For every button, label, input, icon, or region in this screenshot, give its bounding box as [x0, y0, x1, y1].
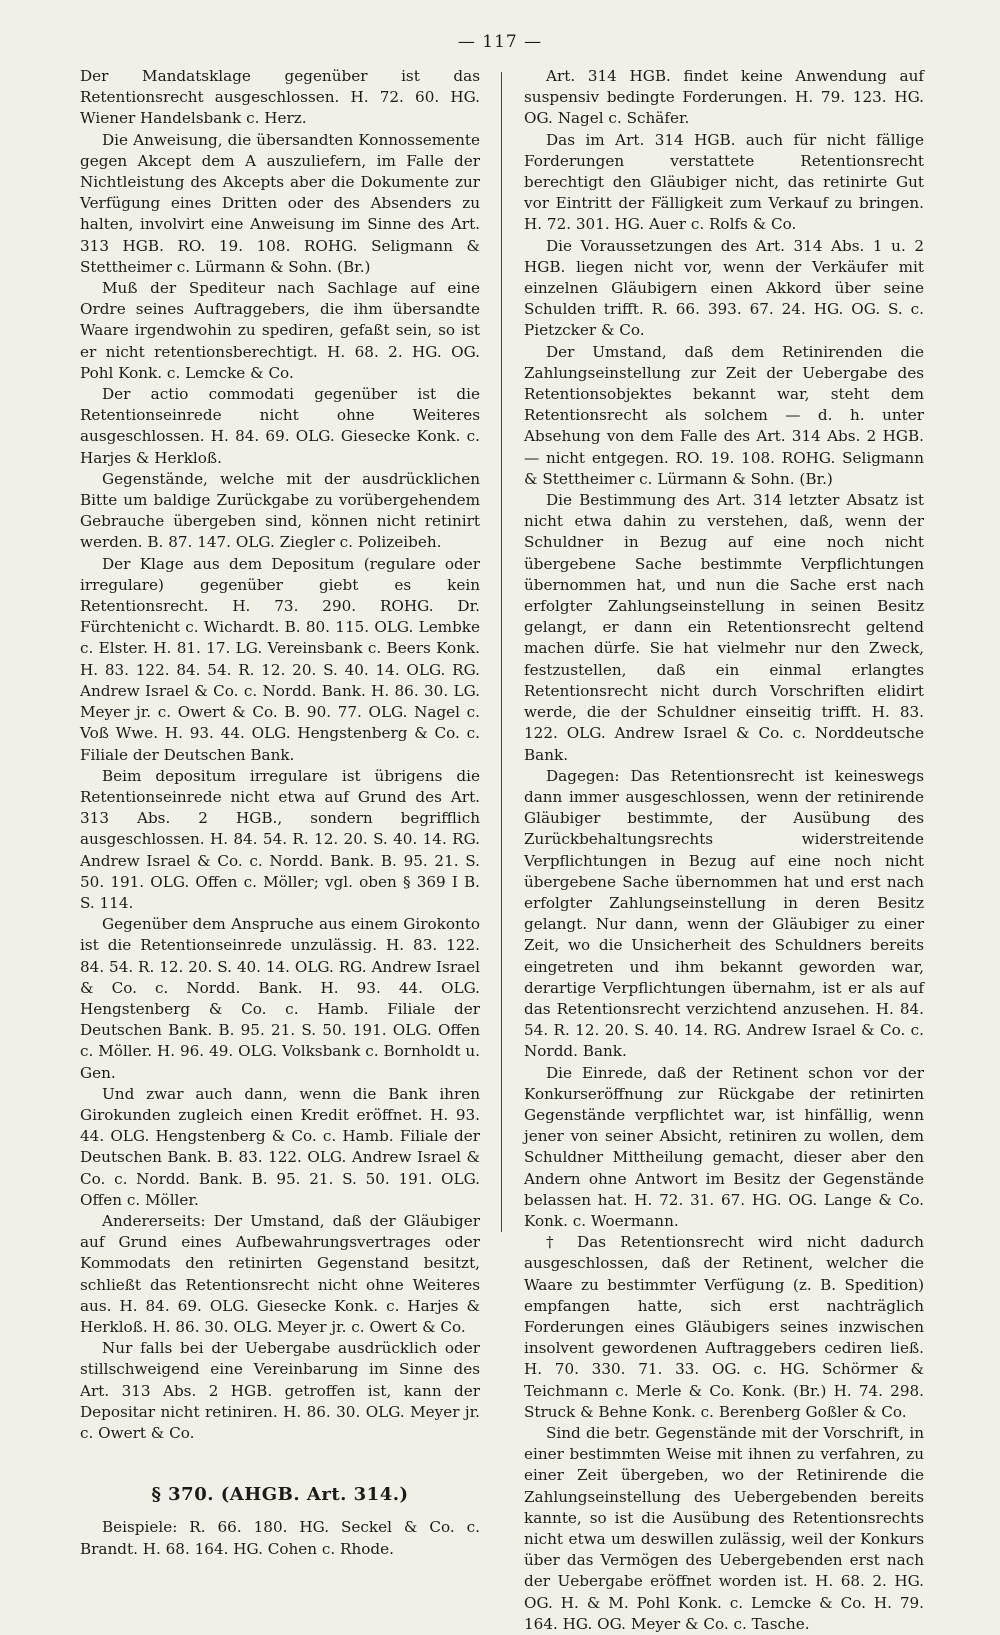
- paragraph: Sind die betr. Gegenstände mit der Vorschrift, in einer bestimmten Weise mit ihnen zu verfahren, zu einer Zeit übergeben, wo der Retinirende die Zahlungseinstellung des Uebergebenden bereits kannte, so ist die Ausübung des Retentionsrechts nicht etwa um deswillen zulässig, weil der Konkurs über das Vermögen des Uebergebenden erst nach der Uebergabe eröffnet worden ist. H. 68. 2. HG. OG. H. & M. Pohl Konk. c. Lemcke & Co. H. 79. 164. HG. OG. Meyer & Co. c. Tasche.: [524, 1424, 924, 1633]
- paragraph: Der Mandatsklage gegenüber ist das Retentionsrecht ausgeschlossen. H. 72. 60. HG. Wiener Handelsbank c. Herz.: [80, 67, 480, 128]
- paragraph: Art. 314 HGB. findet keine Anwendung auf suspensiv bedingte Forderungen. H. 79. 123. HG. OG. Nagel c. Schäfer.: [524, 67, 924, 128]
- paragraph: Der actio commodati gegenüber ist die Retentionseinrede nicht ohne Weiteres ausgeschlossen. H. 84. 69. OLG. Giesecke Konk. c. Harjes & Herkloß.: [80, 385, 480, 467]
- paragraph: Muß der Spediteur nach Sachlage auf eine Ordre seines Auftraggebers, die ihm übersandte Waare irgendwohin zu spediren, gefaßt sein, so ist er nicht retentionsberechtigt. H. 68. 2. HG. OG. Pohl Konk. c. Lemcke & Co.: [80, 279, 480, 382]
- paragraph: Gegenstände, welche mit der ausdrücklichen Bitte um baldige Zurückgabe zu vorübergehendem Gebrauche übergeben sind, können nicht retinirt werden. B. 87. 147. OLG. Ziegler c. Polizeibeh.: [80, 469, 480, 552]
- examples-paragraph: Beispiele: R. 66. 180. HG. Seckel & Co. c. Brandt. H. 68. 164. HG. Cohen c. Rhode.: [80, 1518, 480, 1558]
- paragraph: Das im Art. 314 HGB. auch für nicht fällige Forderungen verstattete Retentionsrecht berechtigt den Gläubiger nicht, das retinirte Gut vor Eintritt der Fälligkeit zum Verkauf zu bringen. H. 72. 301. HG. Auer c. Rolfs & Co.: [524, 130, 924, 234]
- paragraph: Dagegen: Das Retentionsrecht ist keineswegs dann immer ausgeschlossen, wenn der retinirende Gläubiger bestimmte, der Ausübung des Zurückbehaltungsrechts widerstreitende Verpflichtungen in Bezug auf eine noch nicht übergebene Sache übernommen hat und erst nach erfolgter Zahlungseinstellung in deren Besitz gelangt. Nur dann, wenn der Gläubiger zu einer Zeit, wo die Unsicherheit des Schuldners bereits eingetreten und ihm bekannt geworden war, derartige Verpflichtungen übernahm, ist er als auf das Retentionsrecht verzichtend anzusehen. H. 84. 54. R. 12. 20. S. 40. 14. RG. Andrew Israel & Co. c. Nordd. Bank.: [524, 766, 924, 1061]
- paragraph: Gegenüber dem Anspruche aus einem Girokonto ist die Retentionseinrede unzulässig. H. 83. 122. 84. 54. R. 12. 20. S. 40. 14. OLG. RG. Andrew Israel & Co. c. Nordd. Bank. H. 93. 44. OLG. Hengstenberg & Co. c. Hamb. Filiale der Deutschen Bank. B. 95. 21. S. 50. 191. OLG. Offen c. Möller. H. 96. 49. OLG. Volksbank c. Bornholdt u. Gen.: [80, 915, 480, 1082]
- paragraph: Der Klage aus dem Depositum (regulare oder irregulare) gegenüber giebt es kein Retentionsrecht. H. 73. 290. ROHG. Dr. Fürchtenicht c. Wichardt. B. 80. 115. OLG. Lembke c. Elster. H. 81. 17. LG. Vereinsbank c. Beers Konk. H. 83. 122. 84. 54. R. 12. 20. S. 40. 14. OLG. RG. Andrew Israel & Co. c. Nordd. Bank. H. 86. 30. LG. Meyer jr. c. Owert & Co. B. 90. 77. OLG. Nagel c. Voß Wwe. H. 93. 44. OLG. Hengstenberg & Co. c. Filiale der Deutschen Bank.: [80, 554, 480, 764]
- left-column: [80, 66, 480, 1560]
- paragraph: Andererseits: Der Umstand, daß der Gläubiger auf Grund eines Aufbewahrungsvertrages oder Kommodats den retinirten Gegenstand besitzt, schließt das Retentionsrecht nicht ohne Weiteres aus. H. 84. 69. OLG. Giesecke Konk. c. Harjes & Herkloß. H. 86. 30. OLG. Meyer jr. c. Owert & Co.: [80, 1211, 480, 1336]
- right-column: [524, 66, 924, 1635]
- paragraph: Und zwar auch dann, wenn die Bank ihren Girokunden zugleich einen Kredit eröffnet. H. 93. 44. OLG. Hengstenberg & Co. c. Hamb. Filiale der Deutschen Bank. B. 83. 122. OLG. Andrew Israel & Co. c. Nordd. Bank. B. 95. 21. S. 50. 191. OLG. Offen c. Möller.: [80, 1084, 480, 1209]
- paragraph: Die Voraussetzungen des Art. 314 Abs. 1 u. 2 HGB. liegen nicht vor, wenn der Verkäufer mit einzelnen Gläubigern einen Akkord über seine Schulden trifft. R. 66. 393. 67. 24. HG. OG. S. c. Pietzcker & Co.: [524, 236, 924, 340]
- paragraph: Beim depositum irregulare ist übrigens die Retentionseinrede nicht etwa auf Grund des Art. 313 Abs. 2 HGB., sondern begrifflich ausgeschlossen. H. 84. 54. R. 12. 20. S. 40. 14. RG. Andrew Israel & Co. c. Nordd. Bank. B. 95. 21. S. 50. 191. OLG. Offen c. Möller; vgl. oben § 369 I B. S. 114.: [80, 766, 480, 912]
- page-number: — 117 —: [457, 32, 543, 52]
- section-heading: § 370. (AHGB. Art. 314.): [151, 1484, 409, 1506]
- paragraph: Die Anweisung, die übersandten Konnossemente gegen Akcept dem A auszuliefern, im Falle der Nichtleistung des Akcepts aber die Dokumente zur Verfügung eines Dritten oder des Absenders zu halten, involvirt eine Anweisung im Sinne des Art. 313 HGB. RO. 19. 108. ROHG. Seligmann & Stettheimer c. Lürmann & Sohn. (Br.): [80, 130, 480, 276]
- paragraph: Der Umstand, daß dem Retinirenden die Zahlungseinstellung zur Zeit der Uebergabe des Retentionsobjektes bekannt war, steht dem Retentionsrecht als solchem — d. h. unter Absehung von dem Falle des Art. 314 Abs. 2 HGB. — nicht entgegen. RO. 19. 108. ROHG. Seligmann & Stettheimer c. Lürmann & Sohn. (Br.): [524, 342, 924, 488]
- paragraph: Nur falls bei der Uebergabe ausdrücklich oder stillschweigend eine Vereinbarung im Sinne des Art. 313 Abs. 2 HGB. getroffen ist, kann der Depositar nicht retiniren. H. 86. 30. OLG. Meyer jr. c. Owert & Co.: [80, 1339, 480, 1442]
- column-divider: [501, 72, 502, 1232]
- paragraph: Die Bestimmung des Art. 314 letzter Absatz ist nicht etwa dahin zu verstehen, daß, wenn der Schuldner in Bezug auf eine noch nicht übergebene Sache bestimmte Verpflichtungen übernommen hat, und nun die Sache erst nach erfolgter Zahlungseinstellung in seinen Besitz gelangt, er dann ein Retentionsrecht geltend machen dürfe. Sie hat vielmehr nur den Zweck, festzustellen, daß ein einmal erlangtes Retentionsrecht nicht durch Vorschriften elidirt werde, die der Schuldner einseitig trifft. H. 83. 122. OLG. Andrew Israel & Co. c. Norddeutsche Bank.: [524, 491, 924, 764]
- paragraph: Die Einrede, daß der Retinent schon vor der Konkurseröffnung zur Rückgabe der retinirten Gegenstände verpflichtet war, ist hinfällig, wenn jener von seiner Absicht, retiniren zu wollen, dem Schuldner Mittheilung gemacht, dieser aber den Andern ohne Antwort im Besitz der Gegenstände belassen hat. H. 72. 31. 67. HG. OG. Lange & Co. Konk. c. Woermann.: [524, 1063, 924, 1230]
- paragraph: † Das Retentionsrecht wird nicht dadurch ausgeschlossen, daß der Retinent, welcher die Waare zu bestimmter Verfügung (z. B. Spedition) empfangen hatte, sich erst nachträglich Forderungen eines Gläubigers seines inzwischen insolvent gewordenen Auftraggebers cediren ließ. H. 70. 330. 71. 33. OG. c. HG. Schörmer & Teichmann c. Merle & Co. Konk. (Br.) H. 74. 298. Struck & Behne Konk. c. Berenberg Goßler & Co.: [524, 1233, 924, 1421]
